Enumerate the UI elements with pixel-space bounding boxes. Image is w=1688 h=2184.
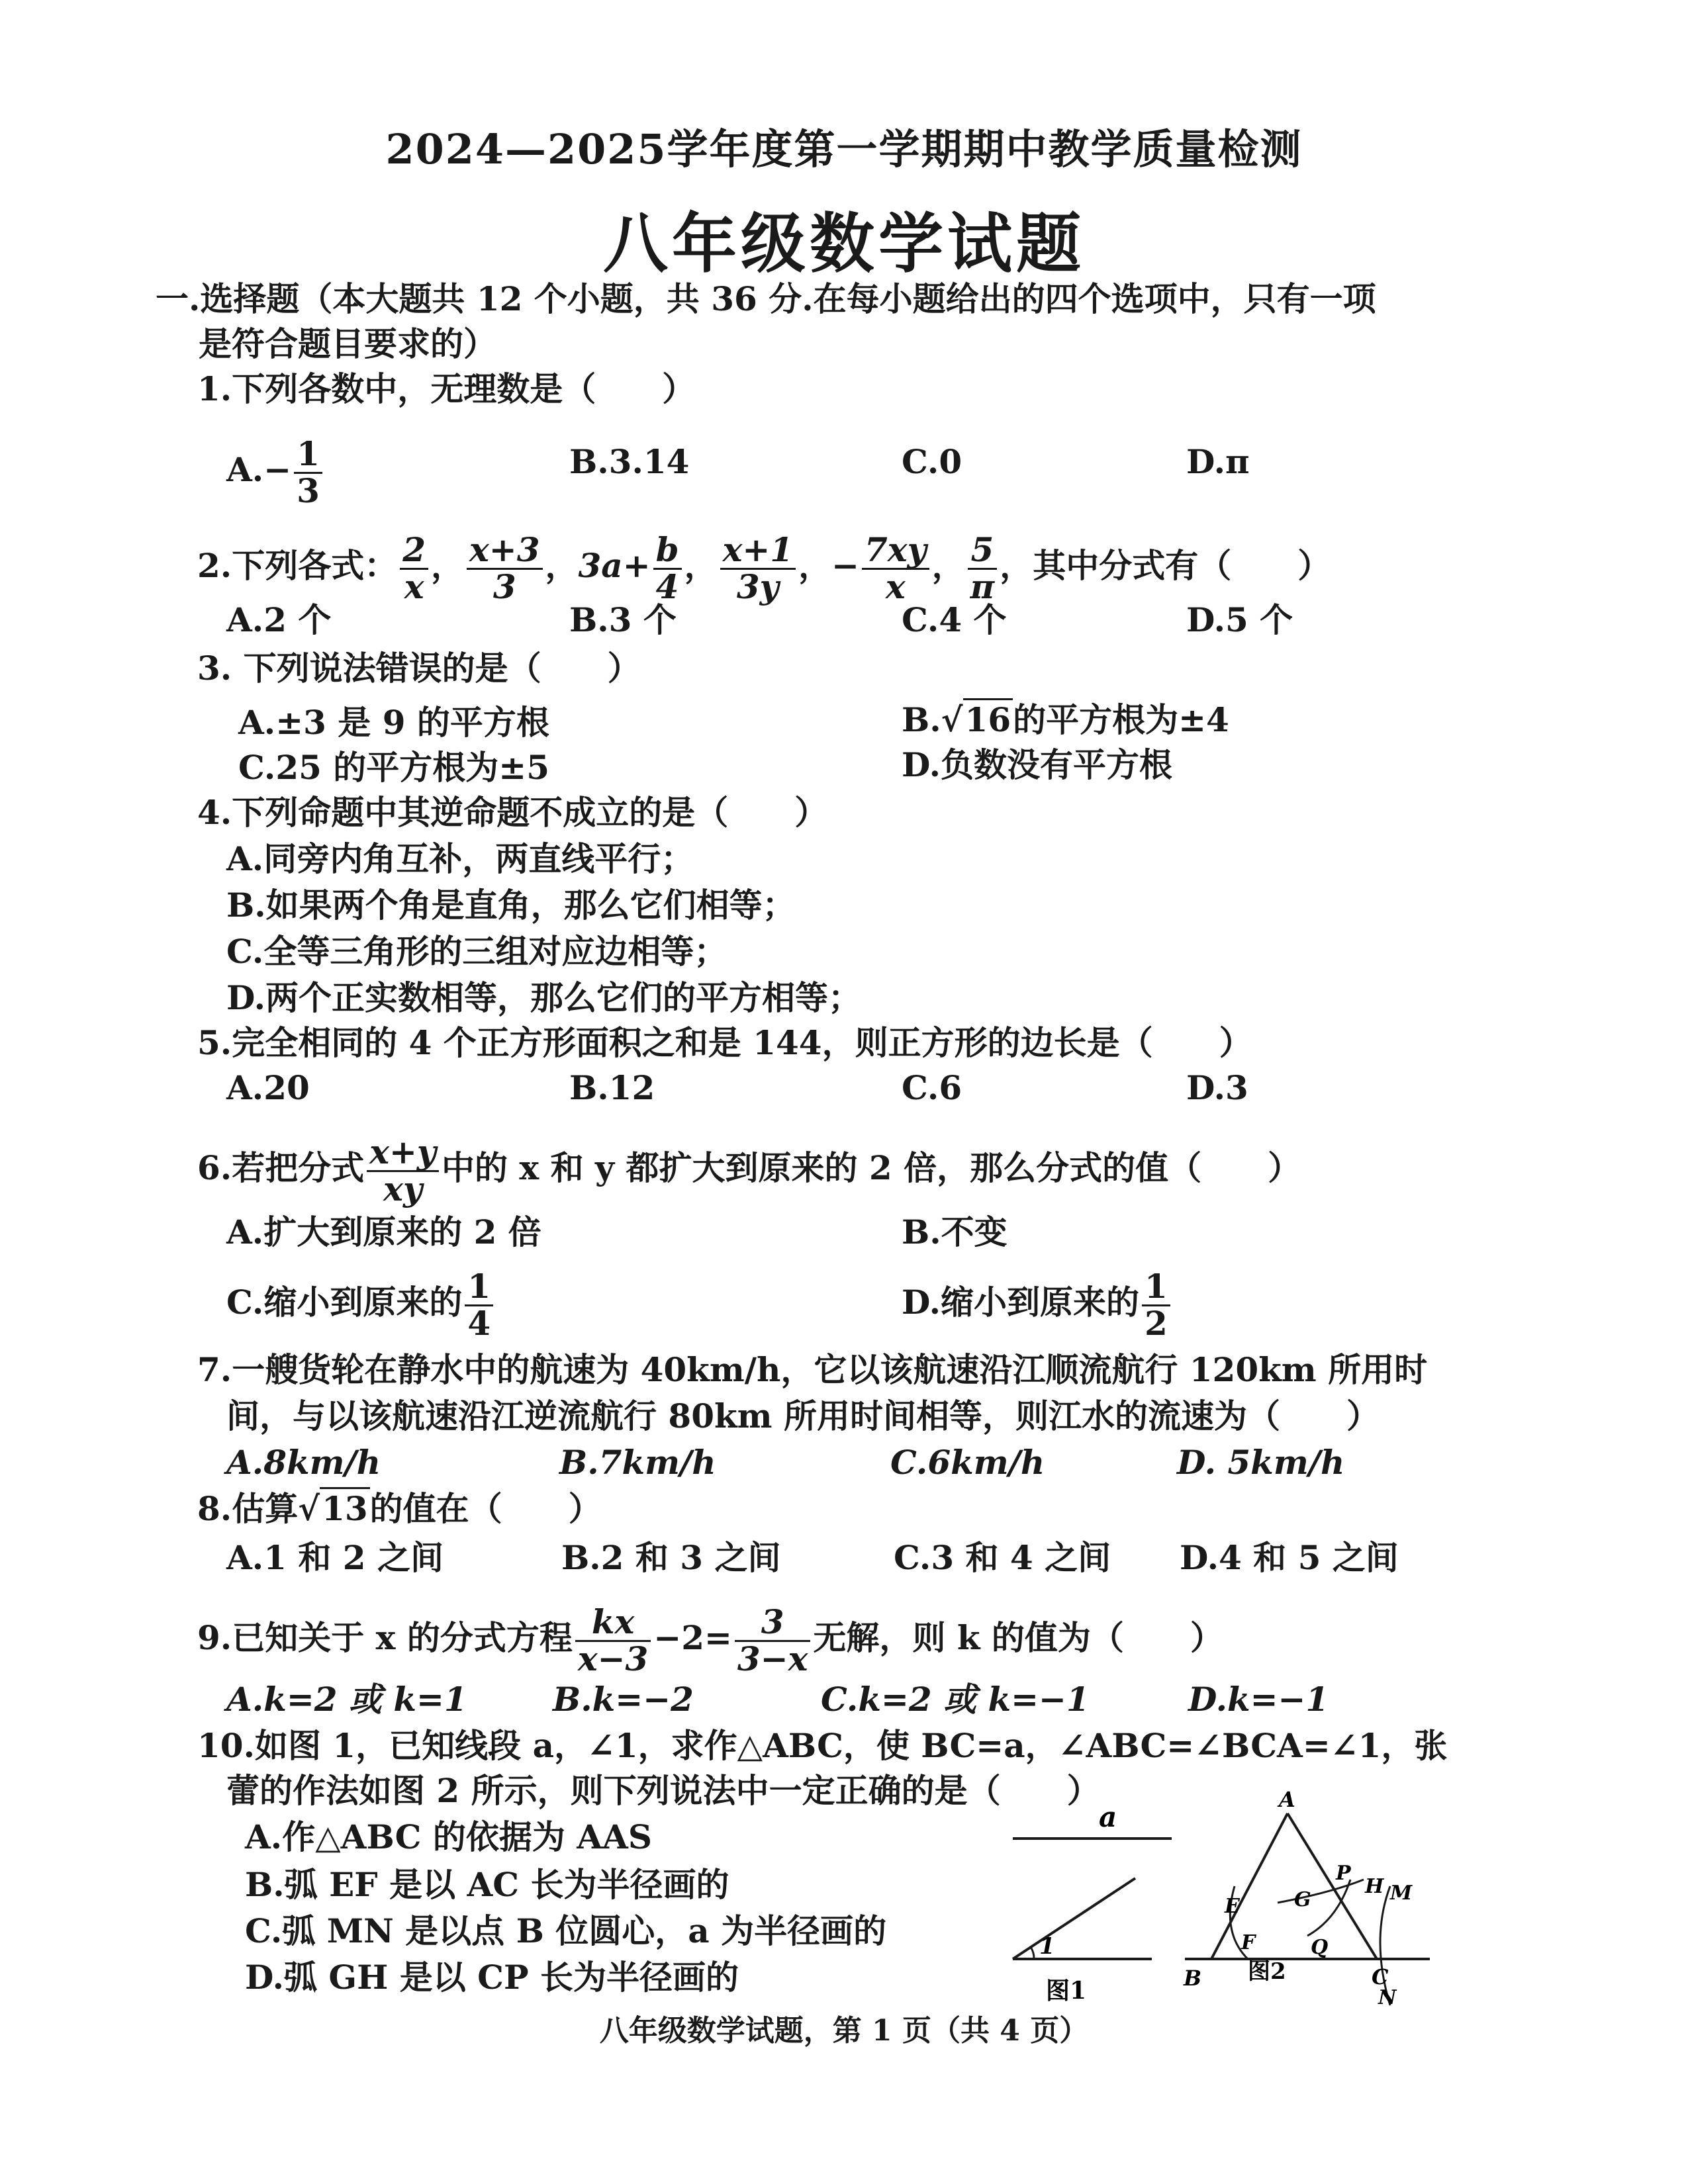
label-n: N	[1378, 1986, 1397, 2009]
q4-option-d: D.两个正实数相等，那么它们的平方相等；	[226, 978, 861, 1017]
q9-frac-2	[735, 1602, 811, 1678]
q10-option-d: D.弧 GH 是以 CP 长为半径画的	[245, 1958, 739, 1997]
q6-option-b: B.不变	[902, 1212, 1008, 1251]
label-a: A	[1279, 1787, 1295, 1812]
q10-stem-line2: 蕾的作法如图 2 所示，则下列说法中一定正确的是（ ）	[226, 1771, 1100, 1810]
q2-frac-2-den: 3	[492, 567, 516, 606]
q2-neg-sign: −	[831, 546, 859, 585]
q2-frac-5	[862, 530, 929, 606]
q10-option-b: B.弧 EF 是以 AC 长为半径画的	[245, 1865, 729, 1904]
q2-frac-6-num: 5	[968, 533, 998, 570]
q5-option-d: D.3	[1186, 1068, 1248, 1107]
section-heading-1: 一.选择题（本大题共 12 个小题，共 36 分.在每小题给出的四个选项中，只有一项	[156, 279, 1376, 318]
q2-option-c: C.4 个	[902, 600, 1007, 639]
label-f: F	[1241, 1931, 1256, 1954]
q6-option-c-text: C.缩小到原来的	[226, 1283, 463, 1322]
q7-option-c: C.6km/h	[890, 1443, 1045, 1482]
q2-frac-3-num: b	[653, 533, 682, 570]
q3-option-c: C.25 的平方根为±5	[238, 748, 549, 787]
q8-suffix: 的值在（ ）	[369, 1489, 602, 1528]
q4-option-a: A.同旁内角互补，两直线平行；	[226, 839, 694, 878]
q9-option-a: A.k=2 或 k=1	[226, 1680, 467, 1719]
q7-stem-line1: 7.一艘货轮在静水中的航速为 40km/h，它以该航速沿江顺流航行 120km 所用时	[197, 1350, 1428, 1389]
q5-option-b: B.12	[569, 1068, 655, 1107]
q2-frac-1	[400, 530, 428, 606]
q9-stem	[197, 1602, 1223, 1678]
q2-option-a: A.2 个	[226, 600, 332, 639]
q2-frac-5-num: 7xy	[862, 533, 929, 570]
q9-frac-2-num: 3	[735, 1605, 811, 1642]
q6-option-d	[902, 1269, 1173, 1341]
q5-option-c: C.6	[902, 1068, 962, 1107]
q1-option-b: B.3.14	[569, 442, 690, 481]
q6-fraction-den: xy	[383, 1169, 423, 1208]
label-e: E	[1225, 1895, 1240, 1918]
q1-fraction	[294, 434, 322, 510]
q2-frac-5-den: x	[885, 567, 906, 606]
q3-sqrt: √16	[941, 698, 1013, 739]
q8-option-c: C.3 和 4 之间	[894, 1538, 1111, 1577]
label-g: G	[1294, 1888, 1311, 1911]
q2-suffix: ，其中分式有（ ）	[1000, 546, 1331, 585]
q3-option-d: D.负数没有平方根	[902, 745, 1172, 784]
page-footer: 八年级数学试题，第 1 页（共 4 页）	[599, 2014, 1089, 2048]
q9-mid: −2=	[653, 1618, 732, 1657]
angle-1-label: 1	[1039, 1933, 1055, 1960]
figure-2-caption: 图2	[1248, 1958, 1286, 1985]
q9-frac-1	[575, 1602, 651, 1678]
q5-stem: 5.完全相同的 4 个正方形面积之和是 144，则正方形的边长是（ ）	[197, 1023, 1252, 1062]
q6-option-d-text: D.缩小到原来的	[902, 1283, 1139, 1322]
label-q: Q	[1311, 1936, 1329, 1959]
q6-stem	[197, 1132, 1301, 1208]
q1-option-d: D.π	[1186, 442, 1250, 481]
q2-term-3: 3a+	[578, 546, 651, 585]
q4-option-c: C.全等三角形的三组对应边相等；	[226, 932, 727, 971]
q8-stem	[197, 1489, 602, 1529]
q1-option-a-label: A.−	[226, 450, 292, 489]
q2-frac-1-den: x	[404, 567, 424, 606]
q2-frac-3	[653, 530, 682, 606]
q8-option-b: B.2 和 3 之间	[561, 1538, 781, 1577]
q7-stem-line2: 间，与以该航速沿江逆流航行 80km 所用时间相等，则江水的流速为（ ）	[226, 1396, 1380, 1435]
q4-stem: 4.下列命题中其逆命题不成立的是（ ）	[197, 793, 828, 832]
figure-1-caption: 图1	[1046, 1977, 1087, 2005]
q2-prefix: 2.下列各式：	[197, 546, 398, 585]
q3-option-b	[902, 700, 1229, 740]
q8-sqrt: √13	[298, 1487, 369, 1528]
q6-option-c-frac	[465, 1269, 493, 1341]
q1-option-c: C.0	[902, 442, 962, 481]
q2-frac-2-num: x+3	[467, 533, 543, 570]
q10-stem-line1: 10.如图 1，已知线段 a，∠1，求作△ABC，使 BC=a，∠ABC=∠BCA=∠1，张	[197, 1726, 1448, 1765]
q2-frac-6	[968, 530, 998, 606]
exam-title: 2024—2025学年度第一学期期中教学质量检测	[385, 125, 1303, 173]
q2-frac-4-den: 3y	[736, 567, 779, 606]
q2-option-b: B.3 个	[569, 600, 677, 639]
q9-option-b: B.k=−2	[553, 1680, 694, 1719]
q8-prefix: 8.估算	[197, 1489, 299, 1528]
label-h: H	[1365, 1875, 1384, 1898]
q6-option-c-den: 4	[467, 1303, 491, 1343]
q7-option-a: A.8km/h	[226, 1443, 381, 1482]
q3-stem: 3. 下列说法错误的是（ ）	[197, 649, 641, 688]
q6-option-c	[226, 1269, 496, 1341]
q3-option-b-prefix: B.	[902, 700, 941, 739]
figure-2	[1172, 1787, 1450, 2012]
q1-fraction-num: 1	[294, 437, 322, 474]
q9-prefix: 9.已知关于 x 的分式方程	[197, 1618, 573, 1657]
q1-fraction-den: 3	[297, 471, 320, 510]
q6-option-d-num: 1	[1142, 1269, 1170, 1306]
q6-option-a: A.扩大到原来的 2 倍	[226, 1212, 541, 1251]
q9-frac-2-den: 3−x	[737, 1639, 808, 1678]
label-p: P	[1336, 1862, 1351, 1885]
q2-frac-1-num: 2	[400, 533, 428, 570]
label-m: M	[1390, 1882, 1413, 1905]
label-c: C	[1372, 1964, 1389, 1989]
label-b: B	[1184, 1966, 1202, 1991]
q6-option-c-num: 1	[465, 1269, 493, 1306]
q8-option-d: D.4 和 5 之间	[1180, 1538, 1399, 1577]
q2-frac-4-num: x+1	[720, 533, 796, 570]
q7-option-b: B.7km/h	[559, 1443, 716, 1482]
q6-prefix: 6.若把分式	[197, 1148, 365, 1187]
q2-stem: 2.下列各式： $\frac{2}{x}$ ， $\frac{x+3}{3}$ ，3a+ $\frac{b}{4}$ ， $\frac{x+1}{3y}$ ，− $\frac{7xy}{x}$ ， $\frac{5}{\pi}$ ，其中分式有（ ）	[197, 530, 1331, 606]
q10-option-c: C.弧 MN 是以点 B 位圆心，a 为半径画的	[245, 1911, 887, 1950]
q6-option-d-frac	[1142, 1269, 1170, 1341]
q3-option-a: A.±3 是 9 的平方根	[238, 703, 549, 742]
q8-option-a: A.1 和 2 之间	[226, 1538, 444, 1577]
q3-option-b-text: 的平方根为±4	[1013, 700, 1229, 739]
subject-title: 八年级数学试题	[602, 206, 1085, 282]
q1-option-a	[226, 434, 325, 510]
q2-frac-3-den: 4	[655, 567, 679, 606]
figure-1	[993, 1780, 1192, 2019]
q2-frac-6-den: π	[970, 567, 995, 606]
q9-option-d: D.k=−1	[1188, 1680, 1329, 1719]
q6-fraction	[367, 1132, 439, 1208]
q2-option-d: D.5 个	[1186, 600, 1293, 639]
q9-option-c: C.k=2 或 k=−1	[821, 1680, 1090, 1719]
q8-sqrt-radicand: 13	[320, 1487, 370, 1528]
q5-option-a: A.20	[226, 1068, 310, 1107]
q1-stem: 1.下列各数中，无理数是（ ）	[197, 369, 696, 408]
q2-frac-4	[720, 530, 796, 606]
q6-suffix: 中的 x 和 y 都扩大到原来的 2 倍，那么分式的值（ ）	[441, 1148, 1301, 1187]
section-heading-2: 是符合题目要求的）	[199, 324, 496, 363]
q9-frac-1-den: x−3	[577, 1639, 649, 1678]
q9-frac-1-num: kx	[575, 1605, 651, 1642]
q4-option-b: B.如果两个角是直角，那么它们相等；	[226, 886, 796, 925]
q2-frac-2	[467, 530, 543, 606]
q10-option-a: A.作△ABC 的依据为 AAS	[245, 1817, 652, 1856]
q3-sqrt-radicand: 16	[963, 698, 1013, 739]
q6-fraction-num: x+y	[367, 1135, 439, 1172]
q7-option-d: D. 5km/h	[1177, 1443, 1345, 1482]
q9-suffix: 无解，则 k 的值为（ ）	[813, 1618, 1223, 1657]
side-ac	[1288, 1813, 1377, 1959]
q6-option-d-den: 2	[1144, 1303, 1168, 1343]
angle-1-arc	[1031, 1947, 1034, 1959]
segment-a-label: a	[1099, 1801, 1117, 1833]
